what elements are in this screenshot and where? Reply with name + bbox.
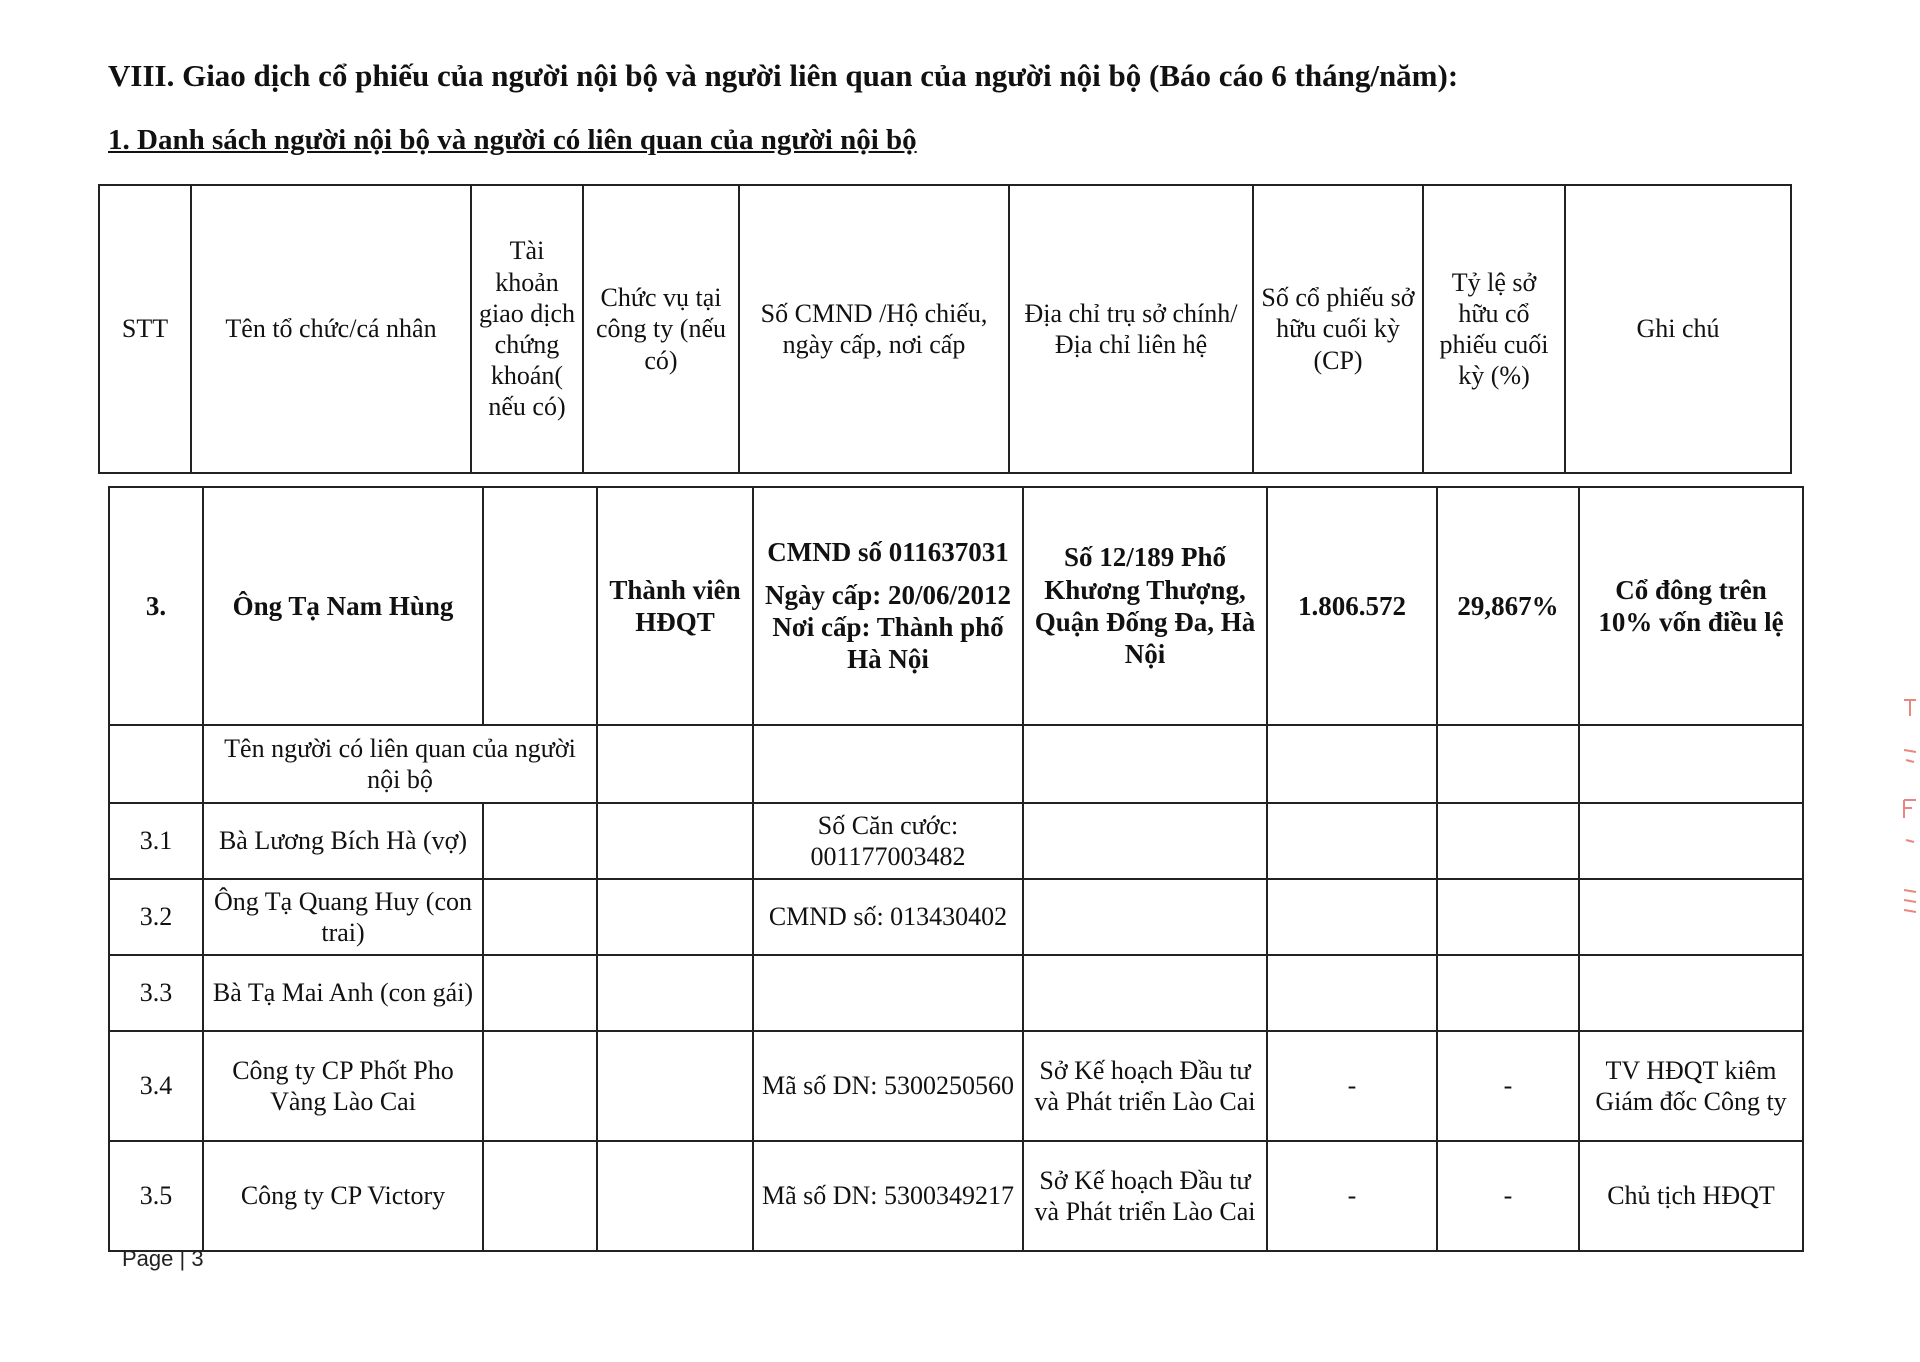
main-note: Cổ đông trên 10% vốn điều lệ <box>1579 487 1803 725</box>
table-row <box>109 1031 1803 1141</box>
main-account <box>483 487 597 725</box>
header-stt: STT <box>99 185 191 473</box>
row-id: Số Căn cước: 001177003482 <box>753 803 1023 879</box>
row-id: Mã số DN: 5300250560 <box>753 1031 1023 1141</box>
row-stt: 3.1 <box>109 803 203 879</box>
row-address <box>1023 955 1267 1031</box>
row-stt: 3.2 <box>109 879 203 955</box>
row-address <box>1023 803 1267 879</box>
main-position: Thành viên HĐQT <box>597 487 753 725</box>
row-account <box>483 803 597 879</box>
row-name: Bà Lương Bích Hà (vợ) <box>203 803 483 879</box>
row-account <box>483 879 597 955</box>
row-address: Sở Kế hoạch Đầu tư và Phát triển Lào Cai <box>1023 1031 1267 1141</box>
row-account <box>483 955 597 1031</box>
header-name: Tên tổ chức/cá nhân <box>191 185 471 473</box>
row-ratio: - <box>1437 1031 1579 1141</box>
main-name: Ông Tạ Nam Hùng <box>203 487 483 725</box>
row-address <box>1023 879 1267 955</box>
row-name: Công ty CP Victory <box>203 1141 483 1251</box>
row-stt: 3.4 <box>109 1031 203 1141</box>
page-number: Page | 3 <box>122 1246 204 1271</box>
main-id <box>753 487 1023 725</box>
table-row-related-label <box>109 725 1803 803</box>
table-row <box>109 955 1803 1031</box>
table-row <box>109 879 1803 955</box>
row-stt: 3.5 <box>109 1141 203 1251</box>
row-ratio: - <box>1437 1141 1579 1251</box>
main-stt: 3. <box>109 487 203 725</box>
row-shares <box>1267 879 1437 955</box>
row-account <box>483 1141 597 1251</box>
row-position <box>597 1141 753 1251</box>
red-stamp-fragment <box>1898 690 1920 950</box>
row-shares: - <box>1267 1141 1437 1251</box>
header-id: Số CMND /Hộ chiếu, ngày cấp, nơi cấp <box>739 185 1009 473</box>
stamp-mark-icon <box>1898 690 1920 950</box>
header-address: Địa chỉ trụ sở chính/ Địa chỉ liên hệ <box>1009 185 1253 473</box>
subsection-title: 1. Danh sách người nội bộ và người có liên quan của người nội bộ <box>108 124 917 156</box>
main-ratio: 29,867% <box>1437 487 1579 725</box>
related-label: Tên người có liên quan của người nội bộ <box>203 725 597 803</box>
row-name: Ông Tạ Quang Huy (con trai) <box>203 879 483 955</box>
row-note <box>1579 803 1803 879</box>
row-position <box>597 955 753 1031</box>
row-ratio <box>1437 879 1579 955</box>
table-row <box>109 1141 1803 1251</box>
row-id: CMND số: 013430402 <box>753 879 1023 955</box>
main-id-issue: Ngày cấp: 20/06/2012 Nơi cấp: Thành phố Hà Nội <box>765 579 1011 675</box>
header-ratio: Tỷ lệ sở hữu cổ phiếu cuối kỳ (%) <box>1423 185 1565 473</box>
row-note: Chủ tịch HĐQT <box>1579 1141 1803 1251</box>
table-row-main <box>109 487 1803 725</box>
row-ratio <box>1437 955 1579 1031</box>
row-note <box>1579 955 1803 1031</box>
section-title: VIII. Giao dịch cổ phiếu của người nội bộ và người liên quan của người nội bộ (Báo cáo 6 tháng/năm): <box>108 58 1459 93</box>
row-note <box>1579 879 1803 955</box>
row-shares <box>1267 955 1437 1031</box>
row-id: Mã số DN: 5300349217 <box>753 1141 1023 1251</box>
main-address: Số 12/189 Phố Khương Thượng, Quận Đống Đa, Hà Nội <box>1023 487 1267 725</box>
main-shares: 1.806.572 <box>1267 487 1437 725</box>
row-name: Công ty CP Phốt Pho Vàng Lào Cai <box>203 1031 483 1141</box>
header-note: Ghi chú <box>1565 185 1791 473</box>
row-note: TV HĐQT kiêm Giám đốc Công ty <box>1579 1031 1803 1141</box>
row-account <box>483 1031 597 1141</box>
table-row <box>109 803 1803 879</box>
row-name: Bà Tạ Mai Anh (con gái) <box>203 955 483 1031</box>
row-position <box>597 803 753 879</box>
header-position: Chức vụ tại công ty (nếu có) <box>583 185 739 473</box>
row-shares <box>1267 803 1437 879</box>
row-position <box>597 1031 753 1141</box>
insider-table <box>108 486 1804 1252</box>
row-ratio <box>1437 803 1579 879</box>
row-id <box>753 955 1023 1031</box>
row-shares: - <box>1267 1031 1437 1141</box>
row-stt: 3.3 <box>109 955 203 1031</box>
main-id-number: CMND số 011637031 <box>767 537 1009 568</box>
header-shares: Số cổ phiếu sở hữu cuối kỳ (CP) <box>1253 185 1423 473</box>
row-position <box>597 879 753 955</box>
row-address: Sở Kế hoạch Đầu tư và Phát triển Lào Cai <box>1023 1141 1267 1251</box>
table-header <box>98 184 1792 474</box>
header-account: Tài khoản giao dịch chứng khoán( nếu có) <box>471 185 583 473</box>
